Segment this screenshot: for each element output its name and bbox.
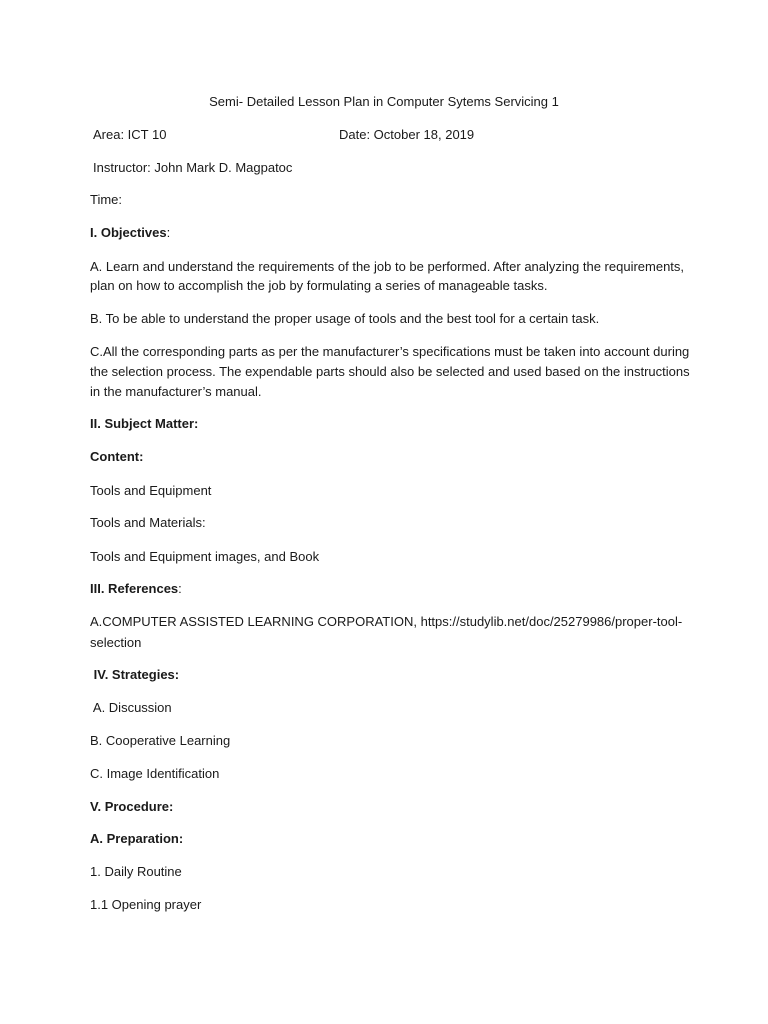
- reference-a-line1: A.COMPUTER ASSISTED LEARNING CORPORATION, https://studylib.net/doc/25279986/proper-tool-: [90, 614, 683, 629]
- procedure-step-1-1: 1.1 Opening prayer: [90, 897, 202, 912]
- objective-a-line1: A. Learn and understand the requirements of the job to be performed. After analyzing the requirements,: [90, 259, 685, 274]
- time-label: Time:: [90, 192, 123, 207]
- strategy-c: C. Image Identification: [90, 766, 220, 781]
- document-title: Semi- Detailed Lesson Plan in Computer Sytems Servicing 1: [209, 94, 559, 109]
- objectives-heading: I. Objectives: [90, 225, 167, 240]
- preparation-heading: A. Preparation:: [90, 831, 184, 846]
- objective-a-line2: plan on how to accomplish the job by formulating a series of manageable tasks.: [90, 278, 548, 293]
- strategies-heading: IV. Strategies:: [90, 667, 180, 682]
- procedure-heading: V. Procedure:: [90, 799, 174, 814]
- objective-c-line1: C.All the corresponding parts as per the manufacturer’s specifications must be taken into account during: [90, 344, 690, 359]
- objectives-heading-colon: :: [166, 225, 171, 240]
- reference-a-line2: selection: [90, 635, 142, 650]
- references-heading: III. References: [90, 581, 179, 596]
- materials-label: Tools and Materials:: [90, 515, 206, 530]
- procedure-step-1: 1. Daily Routine: [90, 864, 182, 879]
- materials-text: Tools and Equipment images, and Book: [90, 549, 320, 564]
- references-heading-colon: :: [178, 581, 182, 596]
- strategy-a: A. Discussion: [90, 700, 172, 715]
- objectives-heading-line: [90, 223, 690, 243]
- date-label: Date: October 18, 2019: [339, 127, 475, 142]
- objective-b: B. To be able to understand the proper usage of tools and the best tool for a certain task.: [90, 311, 600, 326]
- content-heading: Content:: [90, 449, 144, 464]
- instructor-label: Instructor: John Mark D. Magpatoc: [93, 160, 293, 175]
- subject-matter-heading: II. Subject Matter:: [90, 416, 199, 431]
- content-text: Tools and Equipment: [90, 483, 212, 498]
- strategy-b: B. Cooperative Learning: [90, 733, 231, 748]
- objective-c-line3: in the manufacturer’s manual.: [90, 384, 262, 399]
- objective-c-line2: the selection process. The expendable parts should also be selected and used based on the instructions: [90, 364, 690, 379]
- references-heading-line: [90, 579, 690, 599]
- area-label: Area: ICT 10: [93, 127, 167, 142]
